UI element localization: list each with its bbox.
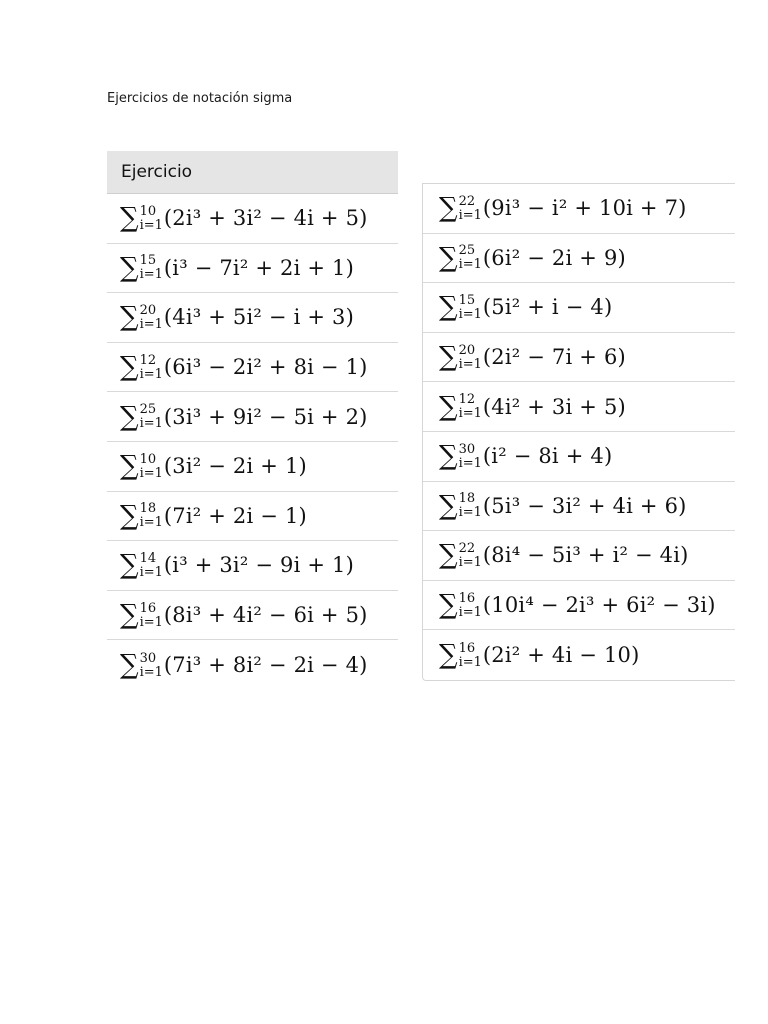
table-row	[107, 541, 398, 591]
sum-limits	[459, 294, 482, 321]
upper-limit: 20	[458, 342, 476, 358]
summand-expression: (5i² + i − 4)	[482, 295, 613, 320]
sigma-icon: ∑	[439, 639, 458, 671]
sigma-expression	[120, 400, 368, 433]
sigma-icon: ∑	[120, 450, 139, 483]
lower-limit: i=1	[139, 217, 163, 233]
sigma-icon: ∑	[439, 539, 458, 572]
sigma-symbol-group	[120, 599, 164, 631]
lower-limit: i=1	[139, 316, 163, 332]
sum-limits	[459, 492, 482, 519]
upper-limit: 12	[458, 392, 476, 408]
sum-limits	[140, 602, 163, 629]
sum-limits	[459, 642, 482, 669]
sigma-expression	[120, 599, 368, 631]
sigma-expression	[120, 649, 368, 681]
summand-expression: (6i³ − 2i² + 8i − 1)	[163, 355, 368, 380]
table-row	[107, 293, 398, 343]
sigma-icon: ∑	[120, 252, 139, 284]
upper-limit: 30	[139, 650, 157, 666]
sigma-symbol-group	[439, 291, 483, 324]
table-row	[107, 640, 398, 690]
sigma-symbol-group	[439, 490, 483, 522]
lower-limit: i=1	[139, 366, 163, 382]
sigma-icon: ∑	[120, 202, 139, 235]
lower-limit: i=1	[139, 267, 163, 283]
summand-expression: (i² − 8i + 4)	[482, 444, 613, 469]
table-row	[423, 630, 735, 680]
table-row	[423, 184, 735, 234]
sigma-symbol-group	[120, 301, 164, 334]
sigma-symbol-group	[120, 500, 164, 532]
sigma-expression	[120, 301, 354, 334]
lower-limit: i=1	[139, 416, 163, 432]
sigma-symbol-group	[439, 639, 483, 671]
header-label: Ejercicio	[121, 162, 193, 182]
lower-limit: i=1	[458, 356, 482, 372]
sigma-symbol-group	[439, 390, 483, 423]
sigma-icon: ∑	[120, 400, 139, 433]
table-row	[107, 343, 398, 393]
sigma-icon: ∑	[120, 301, 139, 334]
sigma-icon: ∑	[439, 242, 458, 274]
upper-limit: 20	[139, 302, 157, 318]
lower-limit: i=1	[139, 465, 163, 481]
sigma-icon: ∑	[439, 390, 458, 423]
sum-limits	[459, 195, 482, 222]
upper-limit: 16	[458, 640, 476, 656]
sigma-expression	[439, 390, 626, 423]
table-body-right	[423, 184, 735, 680]
document-title: Ejercicios de notación sigma	[107, 91, 293, 106]
sigma-symbol-group	[439, 192, 483, 225]
summand-expression: (3i³ + 9i² − 5i + 2)	[163, 404, 368, 429]
table-header	[107, 151, 398, 194]
upper-limit: 15	[458, 292, 476, 308]
lower-limit: i=1	[458, 554, 482, 570]
table-row	[423, 432, 735, 482]
sigma-expression	[439, 341, 626, 373]
sigma-icon: ∑	[120, 500, 139, 532]
upper-limit: 22	[458, 193, 476, 209]
sigma-expression	[120, 549, 354, 582]
summand-expression: (i³ − 7i² + 2i + 1)	[163, 255, 354, 280]
sum-limits	[140, 354, 163, 381]
sum-limits	[140, 304, 163, 331]
sigma-expression	[120, 252, 354, 284]
table-row	[107, 392, 398, 442]
upper-limit: 18	[139, 501, 157, 517]
sigma-expression	[120, 351, 368, 383]
lower-limit: i=1	[139, 515, 163, 531]
sum-limits	[140, 652, 163, 679]
sum-limits	[140, 502, 163, 529]
table-row	[107, 244, 398, 294]
table-row	[423, 382, 735, 432]
lower-limit: i=1	[139, 664, 163, 680]
lower-limit: i=1	[458, 207, 482, 223]
summand-expression: (7i² + 2i − 1)	[163, 503, 307, 528]
sigma-symbol-group	[120, 649, 164, 681]
sum-limits	[140, 403, 163, 430]
table-row	[423, 333, 735, 383]
sigma-icon: ∑	[439, 341, 458, 373]
upper-limit: 14	[139, 550, 157, 566]
summand-expression: (i³ + 3i² − 9i + 1)	[163, 553, 354, 578]
sigma-symbol-group	[439, 341, 483, 373]
sigma-icon: ∑	[439, 490, 458, 522]
sigma-symbol-group	[120, 252, 164, 284]
summand-expression: (7i³ + 8i² − 2i − 4)	[163, 653, 368, 678]
upper-limit: 16	[139, 600, 157, 616]
summand-expression: (5i³ − 3i² + 4i + 6)	[482, 493, 687, 518]
sigma-symbol-group	[439, 440, 483, 473]
sigma-symbol-group	[120, 549, 164, 582]
sum-limits	[459, 592, 482, 619]
summand-expression: (2i² − 7i + 6)	[482, 345, 626, 370]
sigma-symbol-group	[120, 450, 164, 483]
lower-limit: i=1	[139, 564, 163, 580]
sigma-expression	[439, 440, 613, 473]
summand-expression: (2i³ + 3i² − 4i + 5)	[163, 206, 368, 231]
sigma-icon: ∑	[120, 599, 139, 631]
summand-expression: (4i² + 3i + 5)	[482, 394, 626, 419]
summand-expression: (8i⁴ − 5i³ + i² − 4i)	[482, 543, 689, 568]
sigma-expression	[439, 539, 689, 572]
summand-expression: (8i³ + 4i² − 6i + 5)	[163, 603, 368, 628]
lower-limit: i=1	[139, 614, 163, 630]
summand-expression: (4i³ + 5i² − i + 3)	[163, 305, 354, 330]
summand-expression: (10i⁴ − 2i³ + 6i² − 3i)	[482, 593, 716, 618]
sigma-expression	[439, 639, 640, 671]
lower-limit: i=1	[458, 505, 482, 521]
sigma-expression	[439, 589, 716, 621]
sigma-symbol-group	[439, 589, 483, 621]
table-row	[107, 442, 398, 492]
sigma-icon: ∑	[439, 589, 458, 621]
sigma-expression	[439, 291, 613, 324]
upper-limit: 12	[139, 352, 157, 368]
upper-limit: 15	[139, 253, 157, 269]
sum-limits	[459, 443, 482, 470]
sigma-expression	[120, 500, 307, 532]
lower-limit: i=1	[458, 455, 482, 471]
table-row	[423, 283, 735, 333]
sigma-icon: ∑	[120, 649, 139, 681]
sigma-expression	[120, 202, 368, 235]
upper-limit: 25	[458, 243, 476, 259]
table-row	[107, 194, 398, 244]
upper-limit: 10	[139, 451, 157, 467]
upper-limit: 16	[458, 590, 476, 606]
sigma-symbol-group	[120, 351, 164, 383]
summand-expression: (6i² − 2i + 9)	[482, 245, 626, 270]
sigma-icon: ∑	[439, 440, 458, 473]
sum-limits	[459, 244, 482, 271]
exercise-table-left	[107, 151, 398, 690]
lower-limit: i=1	[458, 604, 482, 620]
summand-expression: (9i³ − i² + 10i + 7)	[482, 196, 687, 221]
lower-limit: i=1	[458, 257, 482, 273]
sigma-icon: ∑	[120, 351, 139, 383]
summand-expression: (2i² + 4i − 10)	[482, 643, 640, 668]
sum-limits	[140, 552, 163, 579]
sum-limits	[140, 254, 163, 281]
sigma-symbol-group	[439, 539, 483, 572]
sigma-expression	[120, 450, 307, 483]
upper-limit: 22	[458, 540, 476, 556]
upper-limit: 25	[139, 402, 157, 418]
table-row	[423, 234, 735, 284]
table-row	[423, 482, 735, 532]
sigma-icon: ∑	[439, 291, 458, 324]
table-row	[423, 581, 735, 631]
sigma-expression	[439, 242, 626, 274]
table-row	[107, 492, 398, 542]
sigma-icon: ∑	[439, 192, 458, 225]
sigma-symbol-group	[439, 242, 483, 274]
sigma-expression	[439, 192, 687, 225]
table-row	[107, 591, 398, 641]
exercise-table-right	[422, 183, 735, 681]
summand-expression: (3i² − 2i + 1)	[163, 454, 307, 479]
upper-limit: 30	[458, 441, 476, 457]
upper-limit: 10	[139, 203, 157, 219]
sigma-expression	[439, 490, 687, 522]
table-row	[423, 531, 735, 581]
upper-limit: 18	[458, 491, 476, 507]
sum-limits	[459, 542, 482, 569]
sigma-symbol-group	[120, 202, 164, 235]
sum-limits	[140, 205, 163, 232]
sigma-symbol-group	[120, 400, 164, 433]
sum-limits	[459, 344, 482, 371]
sum-limits	[459, 393, 482, 420]
sigma-icon: ∑	[120, 549, 139, 582]
sum-limits	[140, 453, 163, 480]
lower-limit: i=1	[458, 306, 482, 322]
lower-limit: i=1	[458, 406, 482, 422]
lower-limit: i=1	[458, 654, 482, 670]
table-body-left	[107, 194, 398, 690]
